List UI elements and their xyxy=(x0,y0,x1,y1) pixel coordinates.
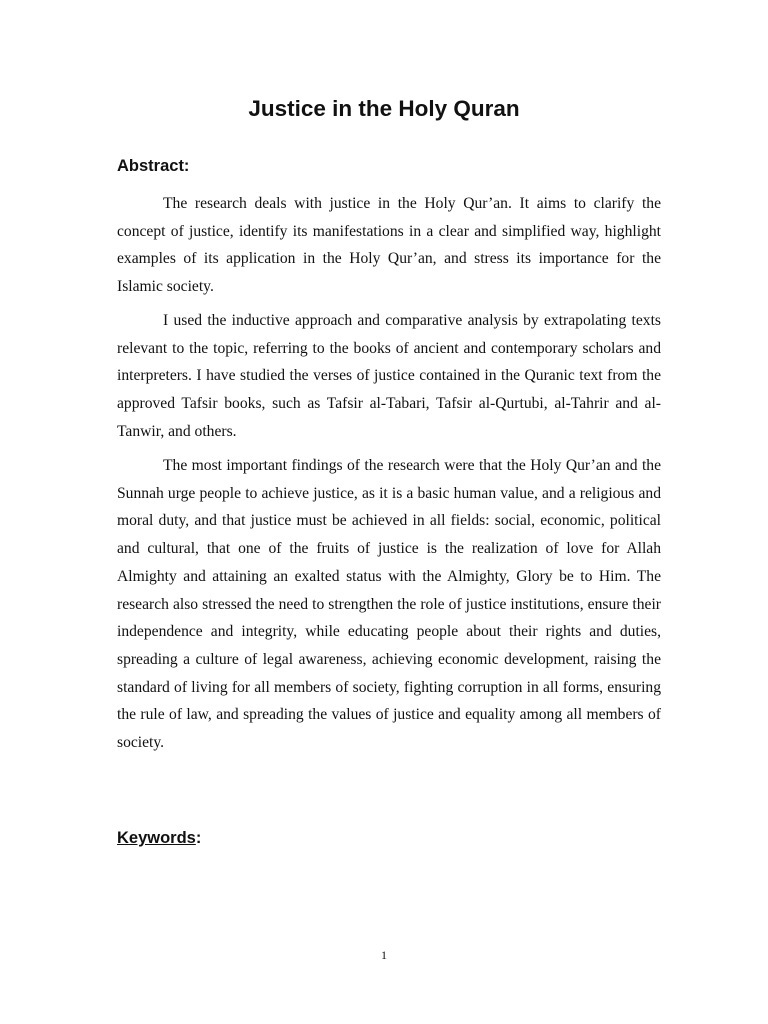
abstract-paragraph-3: The most important findings of the research were that the Holy Qur’an and the Sunnah urge people to achieve justice, as it is a basic human value, and a religious and moral duty, and that justice must be achieved in all fields: social, economic, political and cultural, that one of the fruits of justice is the realization of love for Allah Almighty and attaining an exalted status with the Almighty, Glory be to Him. The research also stressed the need to strengthen the role of justice institutions, ensure their independence and integrity, while educating people about their rights and duties, spreading a culture of legal awareness, achieving economic development, raising the standard of living for all members of society, fighting corruption in all forms, ensuring the rule of law, and spreading the values of justice and equality among all members of society. xyxy=(117,457,661,752)
keywords-label: Keywords xyxy=(117,829,196,847)
keywords-heading xyxy=(117,827,201,849)
abstract-paragraph-2: I used the inductive approach and comparative analysis by extrapolating texts relevant to the topic, referring to the books of ancient and contemporary scholars and interpreters. I have studied the verses of justice contained in the Quranic text from the approved Tafsir books, such as Tafsir al-Tabari, Tafsir al-Qurtubi, al-Tahrir and al-Tanwir, and others. xyxy=(117,312,661,440)
abstract-heading: Abstract: xyxy=(117,157,190,175)
page-number: 1 xyxy=(381,948,387,962)
document-title: Justice in the Holy Quran xyxy=(248,96,520,121)
abstract-paragraph-1: The research deals with justice in the Holy Qur’an. It aims to clarify the concept of justice, identify its manifestations in a clear and simplified way, highlight examples of its application in the Holy Qur’an, and stress its importance for the Islamic society. xyxy=(117,195,661,296)
keywords-colon: : xyxy=(195,829,202,847)
